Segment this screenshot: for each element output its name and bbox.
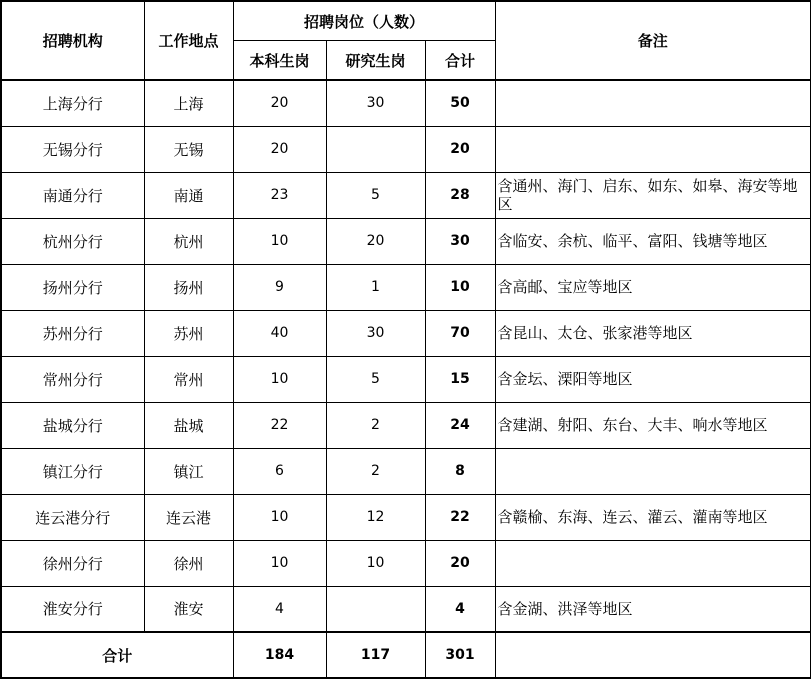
cell-total: 15 [425,356,495,402]
total-all: 301 [425,632,495,678]
cell-location: 杭州 [144,218,233,264]
cell-undergrad: 9 [233,264,326,310]
cell-location: 苏州 [144,310,233,356]
cell-location: 淮安 [144,586,233,632]
cell-total: 4 [425,586,495,632]
cell-location: 盐城 [144,402,233,448]
cell-remark [495,448,811,494]
cell-total: 20 [425,540,495,586]
cell-undergrad: 6 [233,448,326,494]
table-row [1,586,811,632]
table-row [1,310,811,356]
cell-total: 30 [425,218,495,264]
cell-remark: 含金湖、洪泽等地区 [495,586,811,632]
header-location: 工作地点 [144,1,233,80]
table-row [1,126,811,172]
cell-remark: 含赣榆、东海、连云、灌云、灌南等地区 [495,494,811,540]
cell-total: 22 [425,494,495,540]
header-positions: 招聘岗位（人数） [233,1,495,41]
cell-grad: 30 [326,80,425,126]
cell-total: 28 [425,172,495,218]
cell-total: 8 [425,448,495,494]
cell-org: 苏州分行 [1,310,144,356]
cell-grad: 2 [326,448,425,494]
cell-total: 24 [425,402,495,448]
cell-remark [495,80,811,126]
cell-location: 上海 [144,80,233,126]
cell-org: 无锡分行 [1,126,144,172]
cell-grad: 30 [326,310,425,356]
cell-location: 常州 [144,356,233,402]
cell-remark [495,126,811,172]
cell-location: 连云港 [144,494,233,540]
header-grad: 研究生岗 [326,41,425,81]
cell-remark: 含临安、余杭、临平、富阳、钱塘等地区 [495,218,811,264]
cell-remark: 含金坛、溧阳等地区 [495,356,811,402]
total-undergrad: 184 [233,632,326,678]
cell-org: 连云港分行 [1,494,144,540]
total-grad: 117 [326,632,425,678]
cell-location: 扬州 [144,264,233,310]
total-label: 合计 [1,632,233,678]
cell-remark [495,540,811,586]
cell-grad: 10 [326,540,425,586]
table-row [1,172,811,218]
cell-grad: 2 [326,402,425,448]
table-row [1,218,811,264]
table-row [1,80,811,126]
cell-location: 镇江 [144,448,233,494]
cell-location: 徐州 [144,540,233,586]
cell-org: 镇江分行 [1,448,144,494]
cell-grad [326,586,425,632]
cell-location: 无锡 [144,126,233,172]
cell-org: 扬州分行 [1,264,144,310]
cell-undergrad: 10 [233,218,326,264]
cell-undergrad: 20 [233,126,326,172]
cell-undergrad: 4 [233,586,326,632]
cell-org: 上海分行 [1,80,144,126]
cell-undergrad: 20 [233,80,326,126]
cell-org: 杭州分行 [1,218,144,264]
header-undergrad: 本科生岗 [233,41,326,81]
total-row [1,632,811,678]
cell-undergrad: 40 [233,310,326,356]
cell-grad: 5 [326,356,425,402]
cell-grad: 5 [326,172,425,218]
cell-total: 20 [425,126,495,172]
cell-remark: 含昆山、太仓、张家港等地区 [495,310,811,356]
header-remark: 备注 [495,1,811,80]
cell-org: 徐州分行 [1,540,144,586]
cell-org: 常州分行 [1,356,144,402]
cell-remark: 含高邮、宝应等地区 [495,264,811,310]
cell-org: 盐城分行 [1,402,144,448]
cell-undergrad: 23 [233,172,326,218]
table-row [1,264,811,310]
table-row [1,402,811,448]
cell-undergrad: 10 [233,356,326,402]
table-row [1,356,811,402]
cell-grad: 12 [326,494,425,540]
header-subtotal: 合计 [425,41,495,81]
cell-undergrad: 22 [233,402,326,448]
total-remark [495,632,811,678]
cell-remark: 含建湖、射阳、东台、大丰、响水等地区 [495,402,811,448]
cell-undergrad: 10 [233,494,326,540]
cell-grad [326,126,425,172]
header-row-1 [1,1,811,41]
cell-total: 10 [425,264,495,310]
header-org: 招聘机构 [1,1,144,80]
cell-org: 南通分行 [1,172,144,218]
cell-location: 南通 [144,172,233,218]
cell-grad: 20 [326,218,425,264]
cell-undergrad: 10 [233,540,326,586]
table-row [1,448,811,494]
cell-remark: 含通州、海门、启东、如东、如皋、海安等地区 [495,172,811,218]
cell-org: 淮安分行 [1,586,144,632]
table-row [1,494,811,540]
cell-total: 50 [425,80,495,126]
cell-total: 70 [425,310,495,356]
table-row [1,540,811,586]
cell-grad: 1 [326,264,425,310]
